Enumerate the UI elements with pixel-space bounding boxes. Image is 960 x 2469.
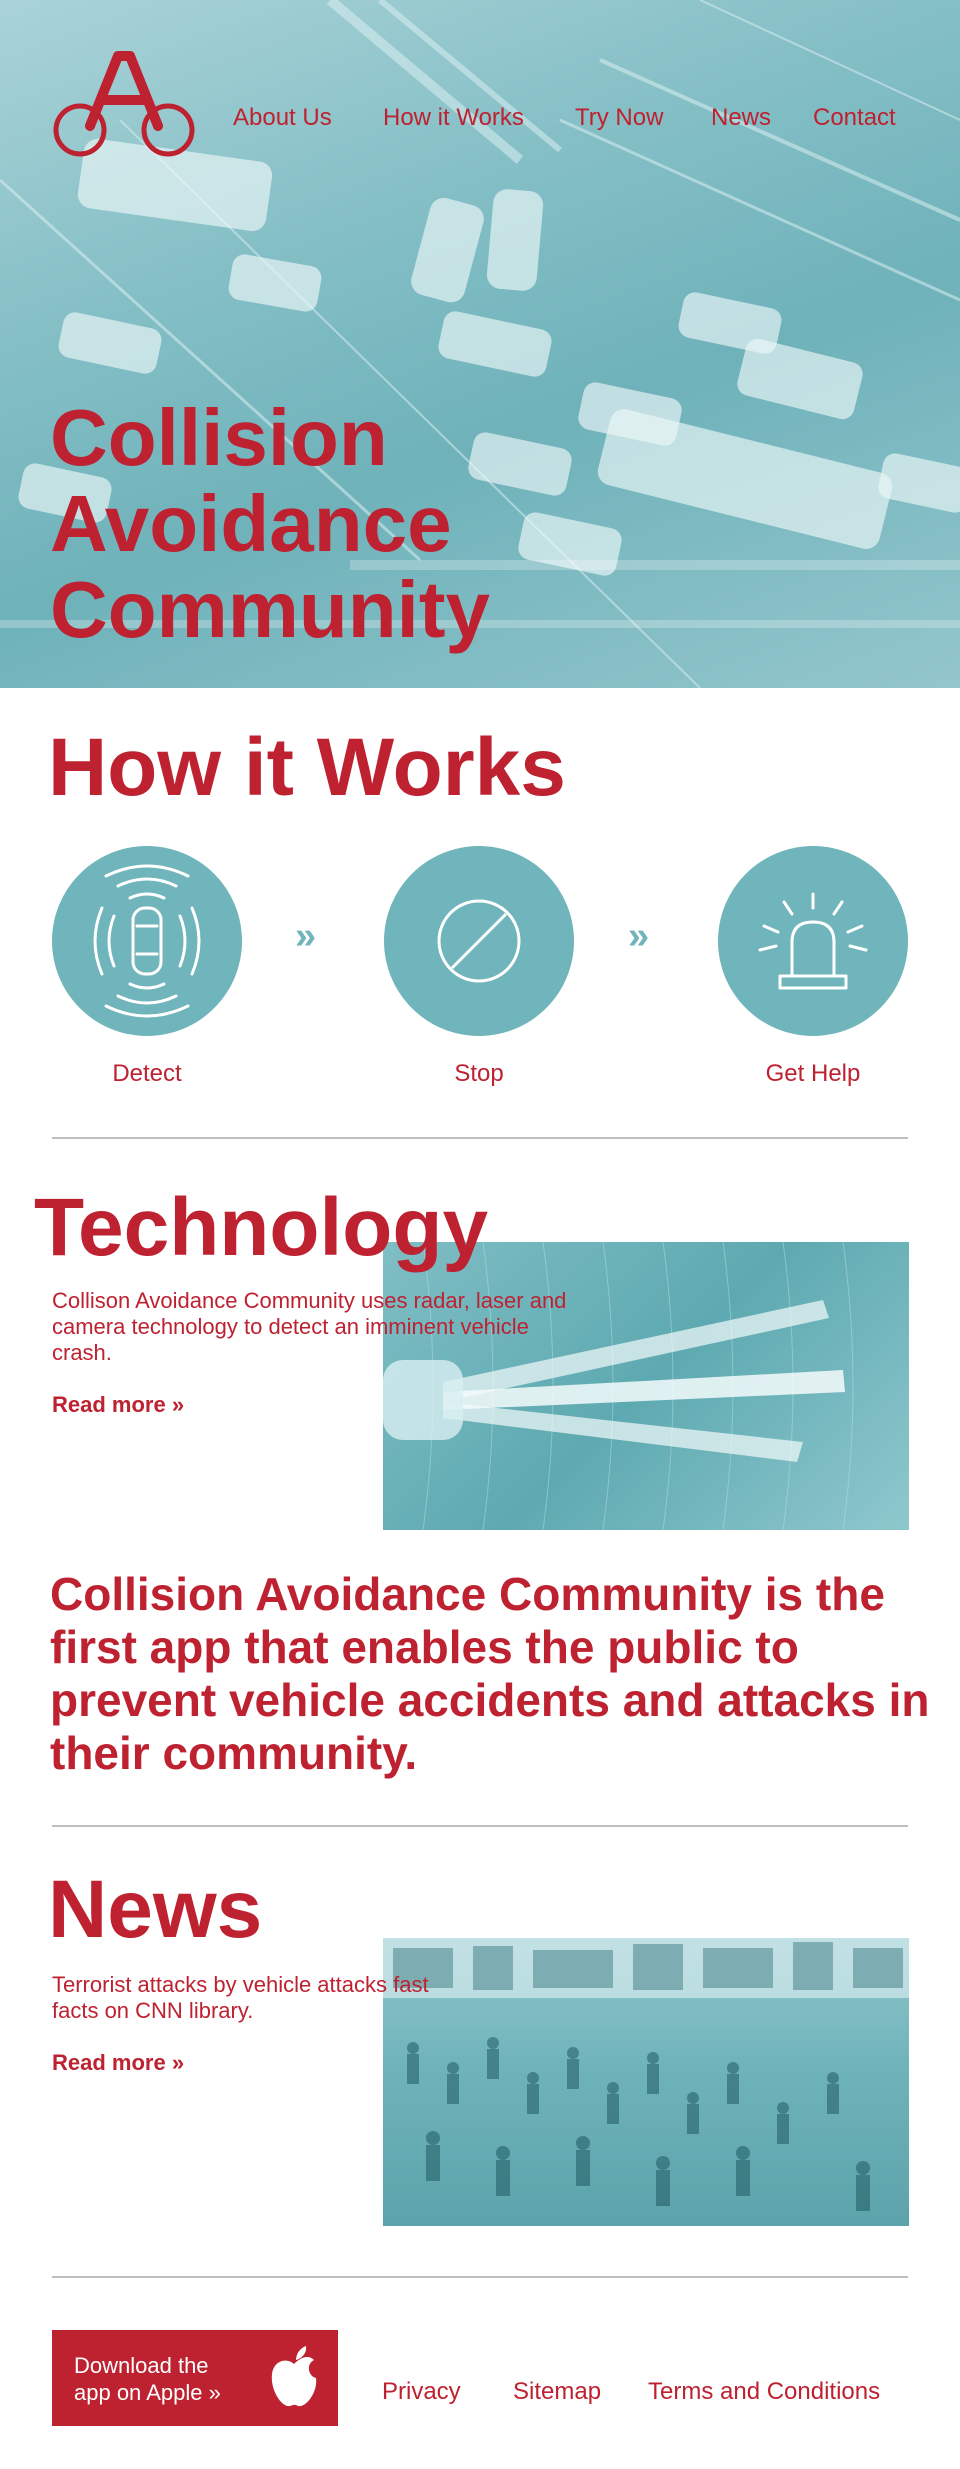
- hero-title-line: Avoidance: [50, 479, 452, 568]
- step-get-help[interactable]: [718, 846, 908, 1036]
- download-apple-line: app on Apple »: [74, 2380, 221, 2405]
- technology-title: Technology: [34, 1182, 489, 1273]
- section-divider: [52, 2276, 908, 2278]
- hero-banner: [0, 0, 960, 688]
- news-read-more-link[interactable]: Read more »: [52, 2050, 185, 2075]
- laser-scan-graphic: [383, 1242, 909, 1530]
- step-label-detect: Detect: [112, 1060, 182, 1087]
- nav-how-it-works[interactable]: How it Works: [383, 104, 524, 131]
- footer-link-sitemap[interactable]: Sitemap: [513, 2378, 602, 2405]
- footer-link-privacy[interactable]: Privacy: [382, 2378, 461, 2405]
- hero-title-line: Collision: [50, 393, 388, 482]
- step-detect[interactable]: [52, 846, 242, 1036]
- news-title: News: [48, 1864, 263, 1955]
- nav-try-now[interactable]: Try Now: [575, 104, 664, 131]
- nav-contact[interactable]: Contact: [813, 104, 896, 131]
- mission-statement: Collision Avoidance Community is the first app that enables the public to prevent vehicle accidents and attacks in their community.: [50, 1568, 930, 1779]
- download-apple-line: Download the: [74, 2353, 209, 2378]
- technology-description: Collison Avoidance Community uses radar, laser and camera technology to detect an imminent vehicle crash.: [52, 1288, 567, 1365]
- nav-news[interactable]: News: [711, 104, 772, 131]
- apple-logo-icon: [266, 2346, 322, 2410]
- hero-title-line: Community: [50, 565, 490, 654]
- technology-read-more-link[interactable]: Read more »: [52, 1392, 185, 1417]
- download-apple-button[interactable]: [52, 2330, 338, 2426]
- step-separator: »: [628, 915, 650, 957]
- step-label-stop: Stop: [454, 1060, 504, 1087]
- nav-about-us[interactable]: About Us: [233, 104, 332, 131]
- how-it-works-title: How it Works: [48, 722, 566, 813]
- step-stop[interactable]: [384, 846, 574, 1036]
- hero-title: [50, 395, 490, 653]
- prohibited-icon: [384, 846, 574, 1036]
- siren-light-icon: [718, 846, 908, 1036]
- technology-image: [383, 1242, 909, 1530]
- main-nav: [0, 104, 960, 134]
- step-label-get-help: Get Help: [765, 1060, 861, 1087]
- step-separator: »: [295, 915, 317, 957]
- section-divider: [52, 1137, 908, 1139]
- footer-link-terms[interactable]: Terms and Conditions: [648, 2378, 881, 2405]
- section-divider: [52, 1825, 908, 1827]
- news-description: Terrorist attacks by vehicle attacks fast facts on CNN library.: [52, 1972, 429, 2023]
- car-radar-icon: [52, 846, 242, 1036]
- download-apple-label: [74, 2352, 264, 2406]
